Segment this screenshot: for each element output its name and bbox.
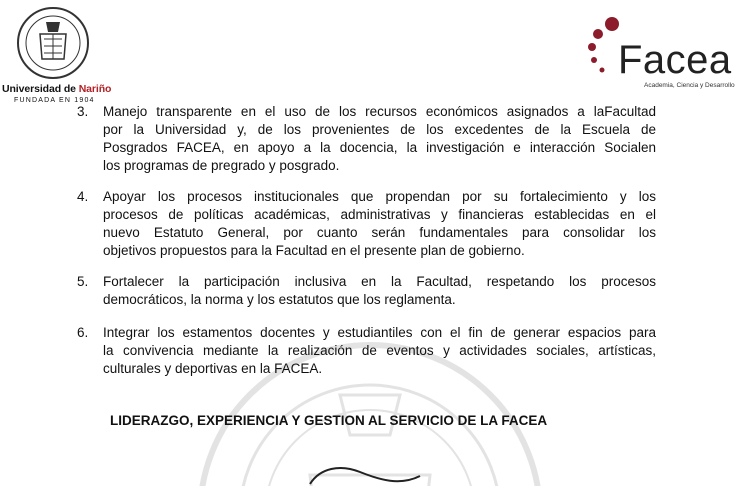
item-number: 3. [77,104,89,119]
item-text-line: Fortalecer la participación inclusiva en la Facultad, respetando los procesos [103,274,656,289]
item-text-line: Posgrados FACEA, en apoyo a la docencia, la investigación e interacción Socialen [103,140,656,155]
item-text-line: democráticos, la norma y los estatutos que los reglamenta. [103,292,456,307]
item-text-line: por la Universidad y, de los provenientes de los excedentes de la Escuela de [103,122,656,137]
item-number: 4. [77,189,89,204]
university-seal-icon [16,4,90,82]
signature-stroke [300,462,430,486]
item-text-line: culturales y deportivas en la FACEA. [103,361,323,376]
item-text-line: Integrar los estamentos docentes y estudiantiles con el fin de generar espacios para [103,325,656,340]
facea-logo [584,14,736,94]
item-text-line: la convivencia mediante la realización de eventos y actividades sociales, artísticas, [103,343,656,358]
university-name: Universidad de Nariño [2,83,112,95]
list-item [77,273,656,309]
item-number: 6. [77,325,89,340]
slogan-heading: LIDERAZGO, EXPERIENCIA Y GESTION AL SERVICIO DE LA FACEA [110,413,548,428]
item-text-line: nuevo Estatuto General, por cuanto serán fundamentales para consolidar los [103,225,656,240]
facea-wordmark: Facea [618,38,732,82]
item-number: 5. [77,274,89,289]
university-logo [2,4,112,110]
item-text-line: Apoyar los procesos institucionales que propendan por su fortalecimiento y los [103,189,656,204]
item-text-line: procesos de políticas académicas, administrativas y financieras establecidas en el [103,207,656,222]
university-founded: FUNDADA EN 1904 [14,97,95,104]
item-text-line: los programas de pregrado y posgrado. [103,158,340,173]
item-text-line: Manejo transparente en el uso de los recursos económicos asignados a laFacultad [103,104,656,119]
list-item [77,324,656,378]
facea-tagline: Academia, Ciencia y Desarrollo [644,82,735,89]
list-item [77,103,656,175]
item-text-line: objetivos propuestos para la Facultad en el presente plan de gobierno. [103,243,525,258]
list-item [77,188,656,260]
